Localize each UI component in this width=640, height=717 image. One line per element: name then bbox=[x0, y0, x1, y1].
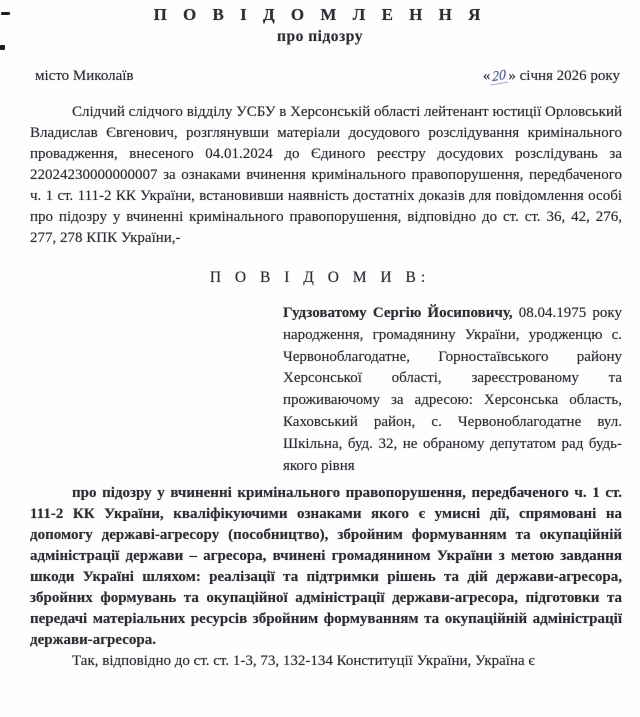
doc-title: П О В І Д О М Л Е Н Н Я bbox=[153, 5, 487, 24]
date-text: січня 2026 року bbox=[519, 68, 620, 84]
notified-heading: П О В І Д О М И В: bbox=[209, 269, 431, 286]
suspicion-paragraph: про підозру у вчиненні кримінального правопорушення, передбаченого ч. 1 ст. 111-2 КК України, кваліфікуючими ознаками якого є умисні дії, спрямовані на допомогу державі-агресору (пособництво), збройним формуванням та окупаційній адміністрації держави – агресора, вчинені громадянином України з метою завдання шкоди Україні шляхом: реалізації та підтримки рішень та дій держави-агресора, збройних формувань та окупаційної адміністрації держави-агресора, підготовки та передачі матеріальних ресурсів збройним формуванням та окупаційній адміністрації держави-агресора. bbox=[30, 485, 622, 649]
intro-paragraph: Слідчий слідчого відділу УСБУ в Херсонській області лейтенант юстиції Орловський Владислав Євгенович, розглянувши матеріали досудового розслідування кримінального провадження, внесеного 04.01.2024 до Єдиного реєстру досудових розслідувань за 22024230000000007 за ознаками вчинення кримінального правопорушення, передбаченого ч. 1 ст. 111-2 КК України, встановивши наявність достатніх доказів для повідомлення особі про підозру у вчиненні кримінального правопорушення, відповідно до ст. ст. 36, 42, 276, 277, 278 КПК України,- bbox=[30, 104, 622, 246]
issue-date bbox=[483, 68, 620, 85]
scan-speck bbox=[0, 45, 5, 50]
date-day-handwritten: 20 bbox=[492, 67, 507, 86]
clipped-bottom-line: Так, відповідно до ст. ст. 1-3, 73, 132-134 Конституції України, Україна є bbox=[72, 653, 535, 670]
suspect-details: 08.04.1975 року народження, громадянину України, уродженцю с. Червоноблагодатне, Горностаївського району Херсонської області, зареєстрованому та проживаючому за адресою: Херсонська область, Каховський район, с. Червоноблагодатне вул. Шкільна, буд. 32, не обраному депутатом рад будь-якого рівня bbox=[283, 305, 623, 474]
title-block bbox=[0, 0, 640, 46]
city-label: місто Миколаїв bbox=[35, 68, 134, 84]
scan-speck bbox=[1, 12, 10, 15]
suspect-block bbox=[283, 303, 622, 477]
doc-subtitle: про підозру bbox=[277, 28, 363, 45]
meta-row bbox=[0, 68, 640, 85]
suspect-name: Гудзоватому Сергію Йосиповичу, bbox=[283, 305, 513, 321]
date-quote-close: » bbox=[508, 68, 516, 84]
date-quote-open: « bbox=[482, 68, 491, 84]
